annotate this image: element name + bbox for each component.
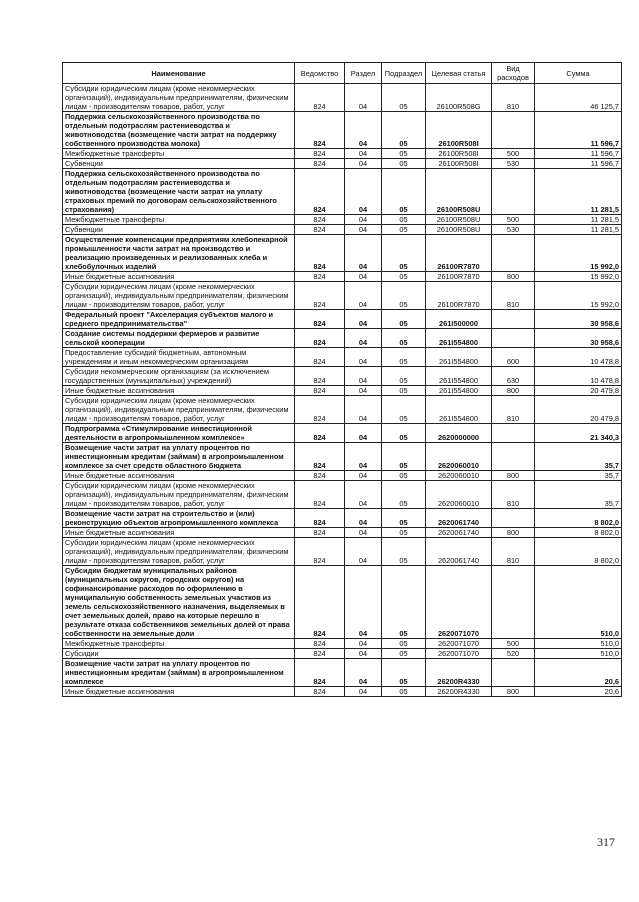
row-name: Осуществление компенсации предприятиям хлебопекарной промышленности части затрат на производство и реализацию произведенных и реализованных хлеба и хлебобулочных изделий (63, 235, 295, 272)
row-subsection: 05 (382, 659, 426, 687)
page-number: 317 (597, 835, 615, 849)
table-row (63, 367, 622, 386)
row-target-article: 2620061740 (426, 538, 492, 566)
row-department: 824 (295, 169, 345, 215)
row-target-article: 2620060010 (426, 443, 492, 471)
row-target-article: 2620000000 (426, 424, 492, 443)
row-section: 04 (345, 509, 382, 528)
row-target-article: 2620061740 (426, 509, 492, 528)
row-subsection: 05 (382, 386, 426, 396)
row-subsection: 05 (382, 649, 426, 659)
row-expense-kind: 520 (492, 649, 535, 659)
table-row (63, 538, 622, 566)
row-section: 04 (345, 348, 382, 367)
row-department: 824 (295, 386, 345, 396)
row-target-article: 261I554800 (426, 329, 492, 348)
row-section: 04 (345, 386, 382, 396)
row-sum: 15 992,0 (535, 282, 622, 310)
table-row (63, 471, 622, 481)
row-sum: 20 479,8 (535, 396, 622, 424)
row-department: 824 (295, 310, 345, 329)
column-header-target-article: Целевая статья (426, 63, 492, 84)
row-sum: 11 281,5 (535, 215, 622, 225)
column-header-subsection: Подраздел (382, 63, 426, 84)
row-department: 824 (295, 687, 345, 697)
row-expense-kind: 810 (492, 538, 535, 566)
row-subsection: 05 (382, 509, 426, 528)
table-row (63, 112, 622, 149)
row-name: Возмещение части затрат на уплату процентов по инвестиционным кредитам (займам) в агропромышленном комплексе за счет средств областного бюджета (63, 443, 295, 471)
row-name: Иные бюджетные ассигнования (63, 528, 295, 538)
row-section: 04 (345, 528, 382, 538)
row-expense-kind (492, 424, 535, 443)
row-section: 04 (345, 215, 382, 225)
row-target-article: 2620060010 (426, 471, 492, 481)
row-subsection: 05 (382, 538, 426, 566)
row-name: Предоставление субсидий бюджетным, автономным учреждениям и иным некоммерческим организациям (63, 348, 295, 367)
row-subsection: 05 (382, 687, 426, 697)
table-row (63, 310, 622, 329)
row-department: 824 (295, 329, 345, 348)
row-subsection: 05 (382, 112, 426, 149)
row-subsection: 05 (382, 215, 426, 225)
row-name: Возмещение части затрат на строительство и (или) реконструкцию объектов агропромышленного комплекса (63, 509, 295, 528)
row-section: 04 (345, 481, 382, 509)
row-department: 824 (295, 528, 345, 538)
row-target-article: 26100R508U (426, 225, 492, 235)
row-subsection: 05 (382, 528, 426, 538)
row-subsection: 05 (382, 481, 426, 509)
row-section: 04 (345, 687, 382, 697)
row-target-article: 2620061740 (426, 528, 492, 538)
row-sum: 11 281,5 (535, 225, 622, 235)
row-section: 04 (345, 84, 382, 112)
row-sum: 510,0 (535, 649, 622, 659)
row-name: Субсидии юридическим лицам (кроме некоммерческих организаций), индивидуальным предпринимателям, физическим лицам - производителям товаров, работ, услуг (63, 481, 295, 509)
row-target-article: 2620071070 (426, 639, 492, 649)
row-department: 824 (295, 84, 345, 112)
table-row (63, 528, 622, 538)
row-expense-kind: 800 (492, 272, 535, 282)
row-subsection: 05 (382, 235, 426, 272)
row-target-article: 26100R508I (426, 159, 492, 169)
table-row (63, 149, 622, 159)
row-department: 824 (295, 149, 345, 159)
row-name: Субсидии (63, 649, 295, 659)
row-expense-kind (492, 112, 535, 149)
table-row (63, 481, 622, 509)
row-name: Субвенции (63, 225, 295, 235)
row-target-article: 26200R4330 (426, 659, 492, 687)
row-department: 824 (295, 538, 345, 566)
row-department: 824 (295, 348, 345, 367)
row-sum: 30 958,6 (535, 329, 622, 348)
row-expense-kind (492, 329, 535, 348)
row-subsection: 05 (382, 566, 426, 639)
row-section: 04 (345, 112, 382, 149)
row-subsection: 05 (382, 159, 426, 169)
row-sum: 35,7 (535, 481, 622, 509)
row-target-article: 261I554800 (426, 367, 492, 386)
row-target-article: 2620071070 (426, 649, 492, 659)
row-name: Поддержка сельскохозяйственного производства по отдельным подотраслям растениеводства и животноводства (возмещение части затрат на уплату страховых премий по договорам сельскохозяйственного страхования) (63, 169, 295, 215)
row-sum: 11 596,7 (535, 159, 622, 169)
row-expense-kind: 800 (492, 471, 535, 481)
row-sum: 46 125,7 (535, 84, 622, 112)
row-expense-kind: 630 (492, 367, 535, 386)
row-target-article: 26100R508I (426, 112, 492, 149)
row-subsection: 05 (382, 169, 426, 215)
row-subsection: 05 (382, 443, 426, 471)
row-name: Иные бюджетные ассигнования (63, 687, 295, 697)
row-subsection: 05 (382, 471, 426, 481)
row-sum: 20,6 (535, 687, 622, 697)
table-row (63, 348, 622, 367)
table-row (63, 159, 622, 169)
row-section: 04 (345, 639, 382, 649)
row-subsection: 05 (382, 225, 426, 235)
column-header-name: Наименование (63, 63, 295, 84)
row-target-article: 2620060010 (426, 481, 492, 509)
row-expense-kind: 810 (492, 396, 535, 424)
row-department: 824 (295, 649, 345, 659)
row-expense-kind: 800 (492, 687, 535, 697)
row-name: Иные бюджетные ассигнования (63, 272, 295, 282)
table-row (63, 659, 622, 687)
row-department: 824 (295, 424, 345, 443)
row-target-article: 261I500000 (426, 310, 492, 329)
table-row (63, 396, 622, 424)
row-sum: 35,7 (535, 471, 622, 481)
row-name: Субвенции (63, 159, 295, 169)
row-section: 04 (345, 169, 382, 215)
row-expense-kind (492, 169, 535, 215)
column-header-expense-kind: Вид расходов (492, 63, 535, 84)
row-sum: 510,0 (535, 639, 622, 649)
row-department: 824 (295, 481, 345, 509)
table-row (63, 639, 622, 649)
row-name: Федеральный проект "Акселерация субъектов малого и среднего предпринимательства" (63, 310, 295, 329)
table-row (63, 386, 622, 396)
row-name: Возмещение части затрат на уплату процентов по инвестиционным кредитам (займам) в агропромышленном комплексе (63, 659, 295, 687)
row-sum: 20,6 (535, 659, 622, 687)
row-target-article: 26100R7870 (426, 272, 492, 282)
row-sum: 30 958,6 (535, 310, 622, 329)
row-name: Субсидии бюджетам муниципальных районов (муниципальных округов, городских округов) на софинансирование расходов по оформлению в муниципальную собственность земельных участков из земель сельскохозяйственного назначения, выделяемых в счет земельных долей, право на которые перешло в результате отказа собственников земельных долей от права собственности на земельные доли (63, 566, 295, 639)
row-target-article: 26100R508I (426, 149, 492, 159)
row-department: 824 (295, 367, 345, 386)
row-section: 04 (345, 649, 382, 659)
row-section: 04 (345, 235, 382, 272)
row-subsection: 05 (382, 84, 426, 112)
row-sum: 11 596,7 (535, 112, 622, 149)
row-department: 824 (295, 235, 345, 272)
row-sum: 11 281,5 (535, 169, 622, 215)
row-section: 04 (345, 329, 382, 348)
row-department: 824 (295, 566, 345, 639)
column-header-section: Раздел (345, 63, 382, 84)
row-expense-kind (492, 443, 535, 471)
row-department: 824 (295, 225, 345, 235)
column-header-sum: Сумма (535, 63, 622, 84)
row-department: 824 (295, 159, 345, 169)
row-expense-kind (492, 659, 535, 687)
row-section: 04 (345, 424, 382, 443)
row-department: 824 (295, 443, 345, 471)
row-target-article: 26200R4330 (426, 687, 492, 697)
table-row (63, 84, 622, 112)
row-section: 04 (345, 566, 382, 639)
row-name: Иные бюджетные ассигнования (63, 471, 295, 481)
row-name: Подпрограмма «Стимулирование инвестиционной деятельности в агропромышленном комплексе» (63, 424, 295, 443)
row-sum: 15 992,0 (535, 272, 622, 282)
row-subsection: 05 (382, 272, 426, 282)
row-section: 04 (345, 282, 382, 310)
row-sum: 11 596,7 (535, 149, 622, 159)
row-section: 04 (345, 310, 382, 329)
row-department: 824 (295, 471, 345, 481)
table-row (63, 649, 622, 659)
row-sum: 8 802,0 (535, 538, 622, 566)
row-subsection: 05 (382, 639, 426, 649)
row-section: 04 (345, 443, 382, 471)
table-row (63, 687, 622, 697)
table-header-row (63, 63, 622, 84)
row-target-article: 26100R508U (426, 169, 492, 215)
row-sum: 35,7 (535, 443, 622, 471)
row-target-article: 26100R508G (426, 84, 492, 112)
row-name: Субсидии некоммерческим организациям (за исключением государственных (муниципальных) учреждений) (63, 367, 295, 386)
row-department: 824 (295, 396, 345, 424)
row-subsection: 05 (382, 348, 426, 367)
row-target-article: 2620071070 (426, 566, 492, 639)
row-name: Поддержка сельскохозяйственного производства по отдельным подотраслям растениеводства и животноводства (возмещение части затрат на поддержку собственного производства молока) (63, 112, 295, 149)
table-row (63, 282, 622, 310)
column-header-department: Ведомство (295, 63, 345, 84)
row-department: 824 (295, 215, 345, 225)
row-expense-kind (492, 235, 535, 272)
row-name: Создание системы поддержки фермеров и развитие сельской кооперации (63, 329, 295, 348)
row-section: 04 (345, 471, 382, 481)
table-body (63, 84, 622, 697)
row-department: 824 (295, 272, 345, 282)
row-department: 824 (295, 509, 345, 528)
row-expense-kind: 500 (492, 149, 535, 159)
table-row (63, 509, 622, 528)
row-section: 04 (345, 396, 382, 424)
row-name: Субсидии юридическим лицам (кроме некоммерческих организаций), индивидуальным предпринимателям, физическим лицам - производителям товаров, работ, услуг (63, 396, 295, 424)
row-expense-kind: 530 (492, 159, 535, 169)
row-section: 04 (345, 159, 382, 169)
row-expense-kind: 530 (492, 225, 535, 235)
row-expense-kind: 800 (492, 528, 535, 538)
budget-table (62, 62, 622, 697)
table-row (63, 235, 622, 272)
row-department: 824 (295, 659, 345, 687)
row-expense-kind: 600 (492, 348, 535, 367)
row-subsection: 05 (382, 367, 426, 386)
row-subsection: 05 (382, 310, 426, 329)
row-expense-kind: 500 (492, 215, 535, 225)
row-section: 04 (345, 659, 382, 687)
row-target-article: 26100R7870 (426, 235, 492, 272)
row-expense-kind (492, 310, 535, 329)
row-department: 824 (295, 112, 345, 149)
row-name: Иные бюджетные ассигнования (63, 386, 295, 396)
row-sum: 15 992,0 (535, 235, 622, 272)
row-sum: 510,0 (535, 566, 622, 639)
row-section: 04 (345, 149, 382, 159)
row-name: Субсидии юридическим лицам (кроме некоммерческих организаций), индивидуальным предпринимателям, физическим лицам - производителям товаров, работ, услуг (63, 282, 295, 310)
table-row (63, 169, 622, 215)
row-name: Межбюджетные трансферты (63, 639, 295, 649)
row-subsection: 05 (382, 282, 426, 310)
row-name: Межбюджетные трансферты (63, 215, 295, 225)
row-target-article: 26100R508U (426, 215, 492, 225)
table-row (63, 443, 622, 471)
row-expense-kind (492, 566, 535, 639)
row-subsection: 05 (382, 424, 426, 443)
table-row (63, 272, 622, 282)
row-subsection: 05 (382, 396, 426, 424)
row-name: Субсидии юридическим лицам (кроме некоммерческих организаций), индивидуальным предпринимателям, физическим лицам - производителям товаров, работ, услуг (63, 84, 295, 112)
row-sum: 8 802,0 (535, 528, 622, 538)
row-target-article: 26100R7870 (426, 282, 492, 310)
row-name: Межбюджетные трансферты (63, 149, 295, 159)
row-department: 824 (295, 639, 345, 649)
row-expense-kind: 500 (492, 639, 535, 649)
row-department: 824 (295, 282, 345, 310)
row-expense-kind: 810 (492, 282, 535, 310)
row-target-article: 261I554800 (426, 348, 492, 367)
row-expense-kind (492, 509, 535, 528)
row-subsection: 05 (382, 329, 426, 348)
row-subsection: 05 (382, 149, 426, 159)
table-row (63, 225, 622, 235)
row-sum: 10 478,8 (535, 367, 622, 386)
table-row (63, 329, 622, 348)
row-sum: 21 340,3 (535, 424, 622, 443)
row-section: 04 (345, 225, 382, 235)
row-sum: 10 478,8 (535, 348, 622, 367)
table-row (63, 215, 622, 225)
row-name: Субсидии юридическим лицам (кроме некоммерческих организаций), индивидуальным предпринимателям, физическим лицам - производителям товаров, работ, услуг (63, 538, 295, 566)
table-row (63, 424, 622, 443)
row-section: 04 (345, 538, 382, 566)
table-row (63, 566, 622, 639)
row-section: 04 (345, 367, 382, 386)
row-expense-kind: 810 (492, 481, 535, 509)
row-sum: 20 479,8 (535, 386, 622, 396)
row-sum: 8 802,0 (535, 509, 622, 528)
row-expense-kind: 810 (492, 84, 535, 112)
row-expense-kind: 800 (492, 386, 535, 396)
row-target-article: 261I554800 (426, 386, 492, 396)
row-target-article: 261I554800 (426, 396, 492, 424)
row-section: 04 (345, 272, 382, 282)
